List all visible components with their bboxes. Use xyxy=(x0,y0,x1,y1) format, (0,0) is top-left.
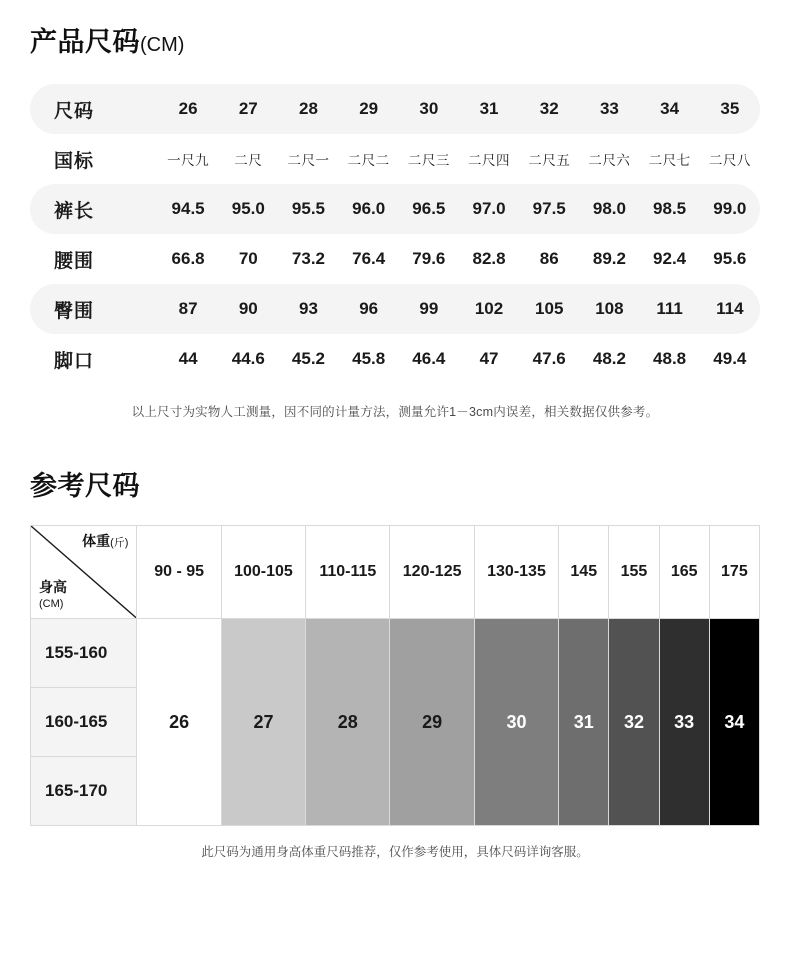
reference-size-title: 参考尺码 xyxy=(30,471,140,502)
row-label-size: 尺码 xyxy=(30,84,158,134)
table-row-height-155-160 xyxy=(31,619,760,688)
recommended-size-cell: 27 xyxy=(221,619,305,826)
cell-hip: 93 xyxy=(278,284,338,334)
cell-pants-length: 99.0 xyxy=(700,184,760,234)
cell-hip: 111 xyxy=(640,284,700,334)
weight-axis-label xyxy=(82,534,128,549)
cell-cn-standard: 二尺 xyxy=(234,153,263,169)
cell-waist: 89.2 xyxy=(592,249,626,269)
cell-size: 30 xyxy=(399,84,459,134)
row-label-pants-length: 裤长 xyxy=(30,184,158,234)
cell-waist: 73.2 xyxy=(291,249,326,269)
cell-pants-length: 95.5 xyxy=(278,184,338,234)
reference-size-table-wrap xyxy=(30,525,760,826)
recommended-size-cell: 32 xyxy=(609,619,659,826)
row-label-cn-standard: 国标 xyxy=(54,150,95,172)
row-label-waist: 腰围 xyxy=(54,250,95,272)
cell-leg-opening: 45.8 xyxy=(352,349,386,369)
cell-cn-standard: 二尺六 xyxy=(588,153,631,169)
height-range-label: 165-170 xyxy=(31,757,137,826)
cell-waist: 70 xyxy=(238,249,258,269)
cell-pants-length: 98.5 xyxy=(640,184,700,234)
table-header-row xyxy=(31,526,760,619)
cell-waist: 66.8 xyxy=(171,249,205,269)
height-axis-label xyxy=(39,580,67,611)
cell-hip: 99 xyxy=(399,284,459,334)
axis-corner-cell xyxy=(31,526,137,619)
weight-axis-label-text: 体重 xyxy=(82,533,111,550)
cell-size: 29 xyxy=(339,84,399,134)
weight-range-header: 120-125 xyxy=(390,526,474,619)
cell-pants-length: 97.0 xyxy=(459,184,519,234)
cell-hip: 102 xyxy=(459,284,519,334)
cell-cn-standard: 二尺二 xyxy=(347,153,390,169)
recommended-size-cell: 29 xyxy=(390,619,474,826)
height-range-label: 160-165 xyxy=(31,688,137,757)
cell-size: 31 xyxy=(459,84,519,134)
cell-pants-length: 98.0 xyxy=(579,184,639,234)
product-size-title-unit: (CM) xyxy=(140,34,185,56)
cell-size: 26 xyxy=(158,84,218,134)
cell-hip: 96 xyxy=(339,284,399,334)
cell-hip: 108 xyxy=(579,284,639,334)
cell-leg-opening: 44.6 xyxy=(231,349,265,369)
cell-size: 33 xyxy=(579,84,639,134)
cell-waist: 86 xyxy=(539,249,559,269)
cell-size: 35 xyxy=(700,84,760,134)
cell-leg-opening: 49.4 xyxy=(713,349,747,369)
table-row-pants-length xyxy=(30,184,760,234)
cell-waist: 95.6 xyxy=(713,249,747,269)
weight-axis-unit: (斤) xyxy=(110,537,129,550)
height-axis-unit: (CM) xyxy=(39,598,64,610)
cell-hip: 87 xyxy=(158,284,218,334)
cell-leg-opening: 44 xyxy=(178,349,198,369)
reference-size-note: 此尺码为通用身高体重尺码推荐，仅作参考使用，具体尺码详询客服。 xyxy=(201,845,589,860)
cell-cn-standard: 二尺七 xyxy=(648,153,691,169)
cell-cn-standard: 二尺四 xyxy=(468,153,511,169)
cell-pants-length: 96.5 xyxy=(399,184,459,234)
cell-size: 28 xyxy=(278,84,338,134)
cell-pants-length: 97.5 xyxy=(519,184,579,234)
cell-cn-standard: 二尺八 xyxy=(708,153,751,169)
reference-size-table xyxy=(30,525,760,826)
weight-range-header: 155 xyxy=(609,526,659,619)
cell-leg-opening: 46.4 xyxy=(412,349,446,369)
table-row-leg-opening xyxy=(30,334,760,384)
cell-leg-opening: 48.2 xyxy=(592,349,626,369)
cell-waist: 76.4 xyxy=(352,249,386,269)
row-label-hip: 臀围 xyxy=(30,284,158,334)
cell-leg-opening: 47.6 xyxy=(532,349,566,369)
recommended-size-cell: 30 xyxy=(474,619,558,826)
cell-waist: 82.8 xyxy=(472,249,506,269)
cell-size: 27 xyxy=(218,84,278,134)
cell-leg-opening: 47 xyxy=(479,349,499,369)
cell-leg-opening: 45.2 xyxy=(291,349,326,369)
recommended-size-cell: 34 xyxy=(709,619,759,826)
cell-pants-length: 95.0 xyxy=(218,184,278,234)
cell-waist: 79.6 xyxy=(412,249,446,269)
cell-leg-opening: 48.8 xyxy=(653,349,687,369)
cell-hip: 114 xyxy=(700,284,760,334)
recommended-size-cell: 31 xyxy=(559,619,609,826)
weight-range-header: 130-135 xyxy=(474,526,558,619)
product-size-title-text: 产品尺码 xyxy=(30,27,140,57)
cell-cn-standard: 二尺五 xyxy=(528,153,571,169)
table-row-hip xyxy=(30,284,760,334)
cell-cn-standard: 一尺九 xyxy=(167,153,210,169)
cell-pants-length: 94.5 xyxy=(158,184,218,234)
cell-waist: 92.4 xyxy=(653,249,687,269)
table-row-size xyxy=(30,84,760,134)
weight-range-header: 110-115 xyxy=(306,526,390,619)
product-size-table xyxy=(30,84,760,384)
cell-hip: 90 xyxy=(218,284,278,334)
weight-range-header: 175 xyxy=(709,526,759,619)
cell-cn-standard: 二尺三 xyxy=(407,153,450,169)
cell-size: 34 xyxy=(640,84,700,134)
recommended-size-cell: 33 xyxy=(659,619,709,826)
recommended-size-cell: 26 xyxy=(137,619,221,826)
cell-size: 32 xyxy=(519,84,579,134)
height-range-label: 155-160 xyxy=(31,619,137,688)
cell-pants-length: 96.0 xyxy=(339,184,399,234)
table-row-cn-standard xyxy=(30,134,760,184)
product-size-title xyxy=(30,0,760,58)
weight-range-header: 100-105 xyxy=(221,526,305,619)
table-row-waist xyxy=(30,234,760,284)
cell-cn-standard: 二尺一 xyxy=(287,153,330,169)
product-size-note: 以上尺寸为实物人工测量，因不同的计量方法，测量允许1－3cm内误差，相关数据仅供参考。 xyxy=(131,405,659,420)
recommended-size-cell: 28 xyxy=(306,619,390,826)
height-axis-label-text: 身高 xyxy=(39,578,67,595)
weight-range-header: 165 xyxy=(659,526,709,619)
weight-range-header: 90 - 95 xyxy=(137,526,221,619)
row-label-leg-opening: 脚口 xyxy=(54,350,95,372)
cell-hip: 105 xyxy=(519,284,579,334)
weight-range-header: 145 xyxy=(559,526,609,619)
